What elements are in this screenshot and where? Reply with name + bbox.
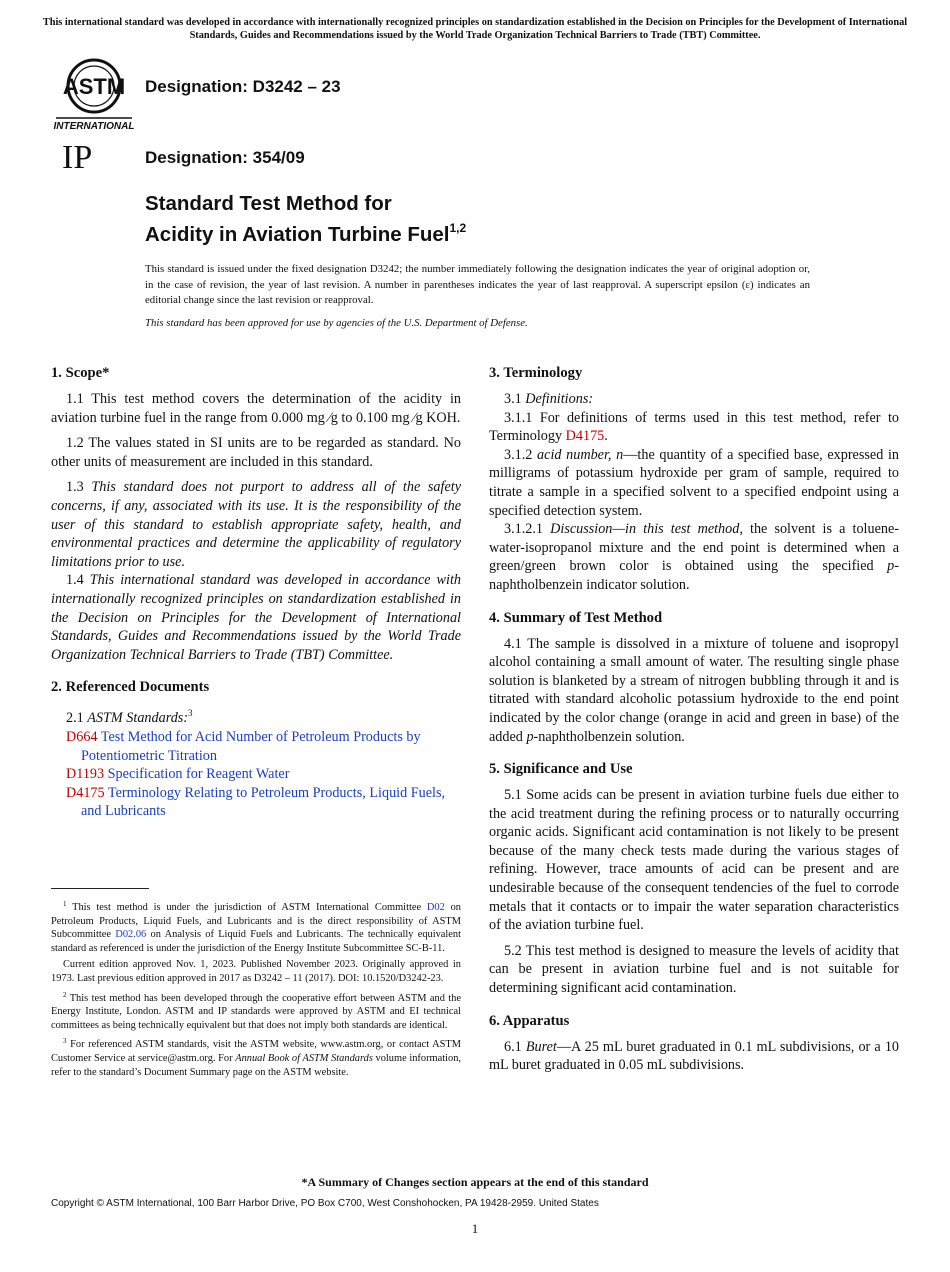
footnote-text: This test method has been developed through the cooperative effort between ASTM and the Energy Institute, London. ASTM and IP standards were approved by ASTM and EI technical committees as being technically equivalent but that does not imply both standards are identical. bbox=[51, 992, 461, 1031]
committee-link[interactable]: D02 bbox=[426, 902, 445, 913]
para-number: 1.4 bbox=[66, 572, 84, 589]
reference-code-link[interactable]: D4175 bbox=[66, 784, 105, 801]
section-apparatus bbox=[489, 1012, 899, 1075]
title-line-2-text: Acidity in Aviation Turbine Fuel bbox=[145, 223, 450, 246]
para-number: 3.1.1 bbox=[504, 409, 533, 426]
footnote-ref[interactable]: 3 bbox=[188, 708, 193, 719]
para-number: 1.3 bbox=[66, 479, 84, 496]
title-line-2 bbox=[145, 216, 466, 247]
defined-term: acid number, n bbox=[537, 446, 624, 463]
issue-note: This standard is issued under the fixed designation D3242; the number immediately following the designation indicates the year of original adoption or, in the case of revision, the year of last revision. A number in parentheses indicates the year of last reapproval. A superscript epsilon (ε) indicates an editorial change since the last revision or reapproval. bbox=[145, 263, 810, 306]
footnote-text: on Analysis of Liquid Fuels and Lubricants. The technically equivalent standard as referenced is under the jurisdiction of the Energy Institute Subcommittee SC-B-11. bbox=[51, 929, 461, 954]
para-1-4 bbox=[51, 571, 461, 664]
footnote-text: This test method is under the jurisdiction of ASTM International Committee bbox=[72, 902, 422, 913]
para-label: Discussion—in this test method bbox=[550, 521, 740, 538]
para-3-1 bbox=[489, 390, 899, 409]
para-text: This test method covers the determination of the acidity in aviation turbine fuel in the range from 0.000 mg ⁄g to 0.100 mg ⁄g KOH. bbox=[51, 391, 461, 426]
footnote-italic: Annual Book of ASTM Standards bbox=[235, 1052, 373, 1064]
para-text: This test method is designed to measure the levels of acidity that can be present in aviation turbine fuel and is not suitable for determining significant acid contamination. bbox=[489, 942, 899, 997]
right-column bbox=[489, 364, 899, 1089]
section-scope bbox=[51, 364, 461, 664]
para-text: , the solvent is a toluene-water-isopropanol mixture and the end point is determined when a green/green brown color is obtained using the specified bbox=[489, 521, 899, 575]
para-text: The sample is dissolved in a mixture of toluene and isopropyl alcohol containing a small amount of water. The resulting single phase solution is blanketed by a stream of nitrogen bubbling through it and is titrated with standard alcoholic potassium hydroxide to the end point indicated by the color change (orange in acid and green in base) of the added bbox=[489, 635, 899, 745]
astm-logo bbox=[52, 54, 136, 134]
para-number: 3.1 bbox=[504, 391, 522, 407]
para-5-1 bbox=[489, 786, 899, 935]
referenced-heading: 2. Referenced Documents bbox=[51, 679, 210, 696]
copyright: Copyright © ASTM International, 100 Barr Harbor Drive, PO Box C700, West Conshohocken, PA 19428-2959. United States bbox=[51, 1198, 599, 1209]
summary-of-changes-note: *A Summary of Changes section appears at the end of this standard bbox=[301, 1175, 649, 1189]
para-text: For definitions of terms used in this test method, refer to Terminology bbox=[489, 409, 899, 445]
para-italic: p bbox=[887, 558, 895, 575]
para-1-1 bbox=[51, 390, 461, 427]
footnote-divider bbox=[51, 888, 149, 889]
para-3-1-2-1 bbox=[489, 520, 899, 594]
title-superscript: 1,2 bbox=[449, 221, 467, 235]
reference-code-link[interactable]: D664 bbox=[66, 728, 98, 745]
section-terminology bbox=[489, 364, 899, 595]
section-significance bbox=[489, 760, 899, 998]
reference-item bbox=[51, 784, 461, 821]
para-number: 6.1 bbox=[504, 1038, 522, 1055]
footnote-2: $^2$ This test method has been developed through the cooperative effort between ASTM and the Energy Institute, London. ASTM and IP standards were approved by ASTM and EI technical committees as being technically equivalent but that does not imply both standards are identical. bbox=[51, 990, 461, 1031]
reference-item bbox=[51, 728, 461, 765]
reference-title-link[interactable]: Test Method for Acid Number of Petroleum Products by Potentiometric Titration bbox=[81, 728, 421, 764]
document-title bbox=[145, 192, 466, 247]
para-text: —A 25 mL buret graduated in 0.1 mL subdivisions, or a 10 mL buret graduated in 0.05 mL subdivisions. bbox=[489, 1038, 900, 1074]
footnote-1: $^1$ This test method is under the jurisdiction of ASTM International Committee D02 on Petroleum Products, Liquid Fuels, and Lubricants and is the direct responsibility of ASTM Subcommittee D02.06 on Analysis of Liquid Fuels and Lubricants. The technically equivalent standard as referenced is under the jurisdiction of the Energy Institute Subcommittee SC-B-11. bbox=[51, 900, 461, 954]
footnote-edition: Current edition approved Nov. 1, 2023. Published November 2023. Originally approved in 1973. Last previous edition approved in 2017 as D3242 – 11 (2017). DOI: 10.1520/D3242-23. bbox=[51, 959, 461, 984]
para-text: —the quantity of a specified base, expressed in milligrams of potassium hydroxide per gram of sample, required to titrate a sample in a specified solvent to a specified endpoint using a specified detection system. bbox=[489, 446, 899, 519]
astm-logo-sub: INTERNATIONAL bbox=[53, 121, 135, 132]
footnote-text: volume information, refer to the standard’s Document Summary page on the ASTM website. bbox=[51, 1052, 461, 1078]
para-number: 3.1.2.1 bbox=[504, 521, 544, 538]
reference-code-link[interactable]: D1193 bbox=[66, 766, 105, 783]
para-5-2 bbox=[489, 942, 899, 998]
footnote-text: For referenced ASTM standards, visit the ASTM website, www.astm.org, or contact ASTM Customer Service at service@astm.org. For bbox=[51, 1039, 461, 1064]
subcommittee-link[interactable]: D02.06 bbox=[115, 929, 147, 941]
section-summary bbox=[489, 609, 899, 747]
para-number: 1.2 bbox=[66, 435, 84, 452]
para-1-3 bbox=[51, 478, 461, 571]
designation-ip: Designation: 354/09 bbox=[145, 148, 305, 167]
ip-logo-text: IP bbox=[62, 139, 93, 174]
para-number: 3.1.2 bbox=[504, 446, 533, 463]
para-text: This standard does not purport to address all of the safety concerns, if any, associated with its use. It is the responsibility of the user of this standard to establish appropriate safety, health, and environmental practices and determine the applicability of regulatory limitations prior to use. bbox=[51, 479, 461, 570]
page-number: 1 bbox=[471, 1221, 479, 1236]
reference-title-link[interactable]: Terminology Relating to Petroleum Products, Liquid Fuels, and Lubricants bbox=[81, 784, 446, 820]
defined-term: Buret bbox=[525, 1038, 557, 1055]
para-3-1-2 bbox=[489, 446, 899, 520]
footnote-3: $^3$ For referenced ASTM standards, visit the ASTM website, www.astm.org, or contact ASTM Customer Service at service@astm.org. For Annual Book of ASTM Standards volume information, refer to the standard’s Document Summary page on the ASTM website. bbox=[51, 1037, 461, 1078]
left-column bbox=[51, 364, 461, 835]
para-text: The values stated in SI units are to be regarded as standard. No other units of measurement are included in this standard. bbox=[51, 435, 461, 470]
para-number: 5.2 bbox=[504, 942, 522, 959]
footnotes bbox=[51, 898, 461, 1082]
scope-heading: 1. Scope* bbox=[51, 365, 110, 381]
designation-astm: Designation: D3242 – 23 bbox=[145, 77, 341, 96]
top-notice: This international standard was developed in accordance with internationally recognized principles on standardization established in the Decision on Principles for the Development of International Standards, Guides and Recommendations issued by the World Trade Organization Technical Barriers to Trade (TBT) Committee. bbox=[42, 17, 908, 41]
significance-heading: 5. Significance and Use bbox=[489, 761, 633, 778]
para-number: 2.1 bbox=[66, 710, 84, 727]
apparatus-heading: 6. Apparatus bbox=[489, 1012, 570, 1029]
reference-item bbox=[51, 765, 461, 784]
para-italic: p bbox=[526, 728, 534, 745]
astm-logo-text: ASTM bbox=[62, 74, 126, 99]
dod-note: This standard has been approved for use by agencies of the U.S. Department of Defense. bbox=[145, 317, 528, 329]
para-label: Definitions: bbox=[525, 391, 594, 407]
para-text: This international standard was developed in accordance with internationally recognized principles on standardization established in the Decision on Principles for the Development of International Standards, Guides and Recommendations issued by the World Trade Organization Technical Barriers to Trade (TBT) Committee. bbox=[51, 572, 461, 663]
para-text: -naphtholbenzein solution. bbox=[533, 728, 685, 745]
title-line-1: Standard Test Method for bbox=[145, 192, 392, 215]
para-number: 1.1 bbox=[66, 391, 84, 407]
para-1-2 bbox=[51, 434, 461, 471]
terminology-heading: 3. Terminology bbox=[489, 365, 583, 381]
para-number: 5.1 bbox=[504, 787, 522, 804]
reference-title-link[interactable]: Specification for Reagent Water bbox=[107, 766, 290, 783]
para-6-1 bbox=[489, 1038, 899, 1075]
para-3-1-1: 3.1.1 For definitions of terms used in this test method, refer to Terminology D4175. bbox=[489, 409, 899, 445]
footnote-text: on Petroleum Products, Liquid Fuels, and Lubricants and is the direct responsibility of ASTM Subcommittee bbox=[51, 902, 461, 941]
para-label: ASTM Standards: bbox=[87, 710, 189, 727]
para-number: 4.1 bbox=[504, 635, 522, 652]
para-text: -naphtholbenzein indicator solution. bbox=[489, 558, 899, 593]
para-text: Some acids can be present in aviation turbine fuels due either to the acid treatment during the refining process or to naturally occurring organic acids. Significant acid contamination is not likely to be present because of the many check tests made during the various stages of refining. However, trace amounts of acid can be present and are undesirable because of the consequent tendencies of the fuel to corrode metals that it contacts or to impair the water separation characteristics of the aviation turbine fuel. bbox=[489, 787, 899, 934]
para-4-1 bbox=[489, 635, 899, 747]
para-2-1 bbox=[51, 704, 461, 728]
section-referenced-documents bbox=[51, 678, 461, 821]
ip-logo bbox=[60, 138, 116, 174]
terminology-link[interactable]: D4175 bbox=[565, 428, 605, 445]
summary-heading: 4. Summary of Test Method bbox=[489, 609, 663, 626]
